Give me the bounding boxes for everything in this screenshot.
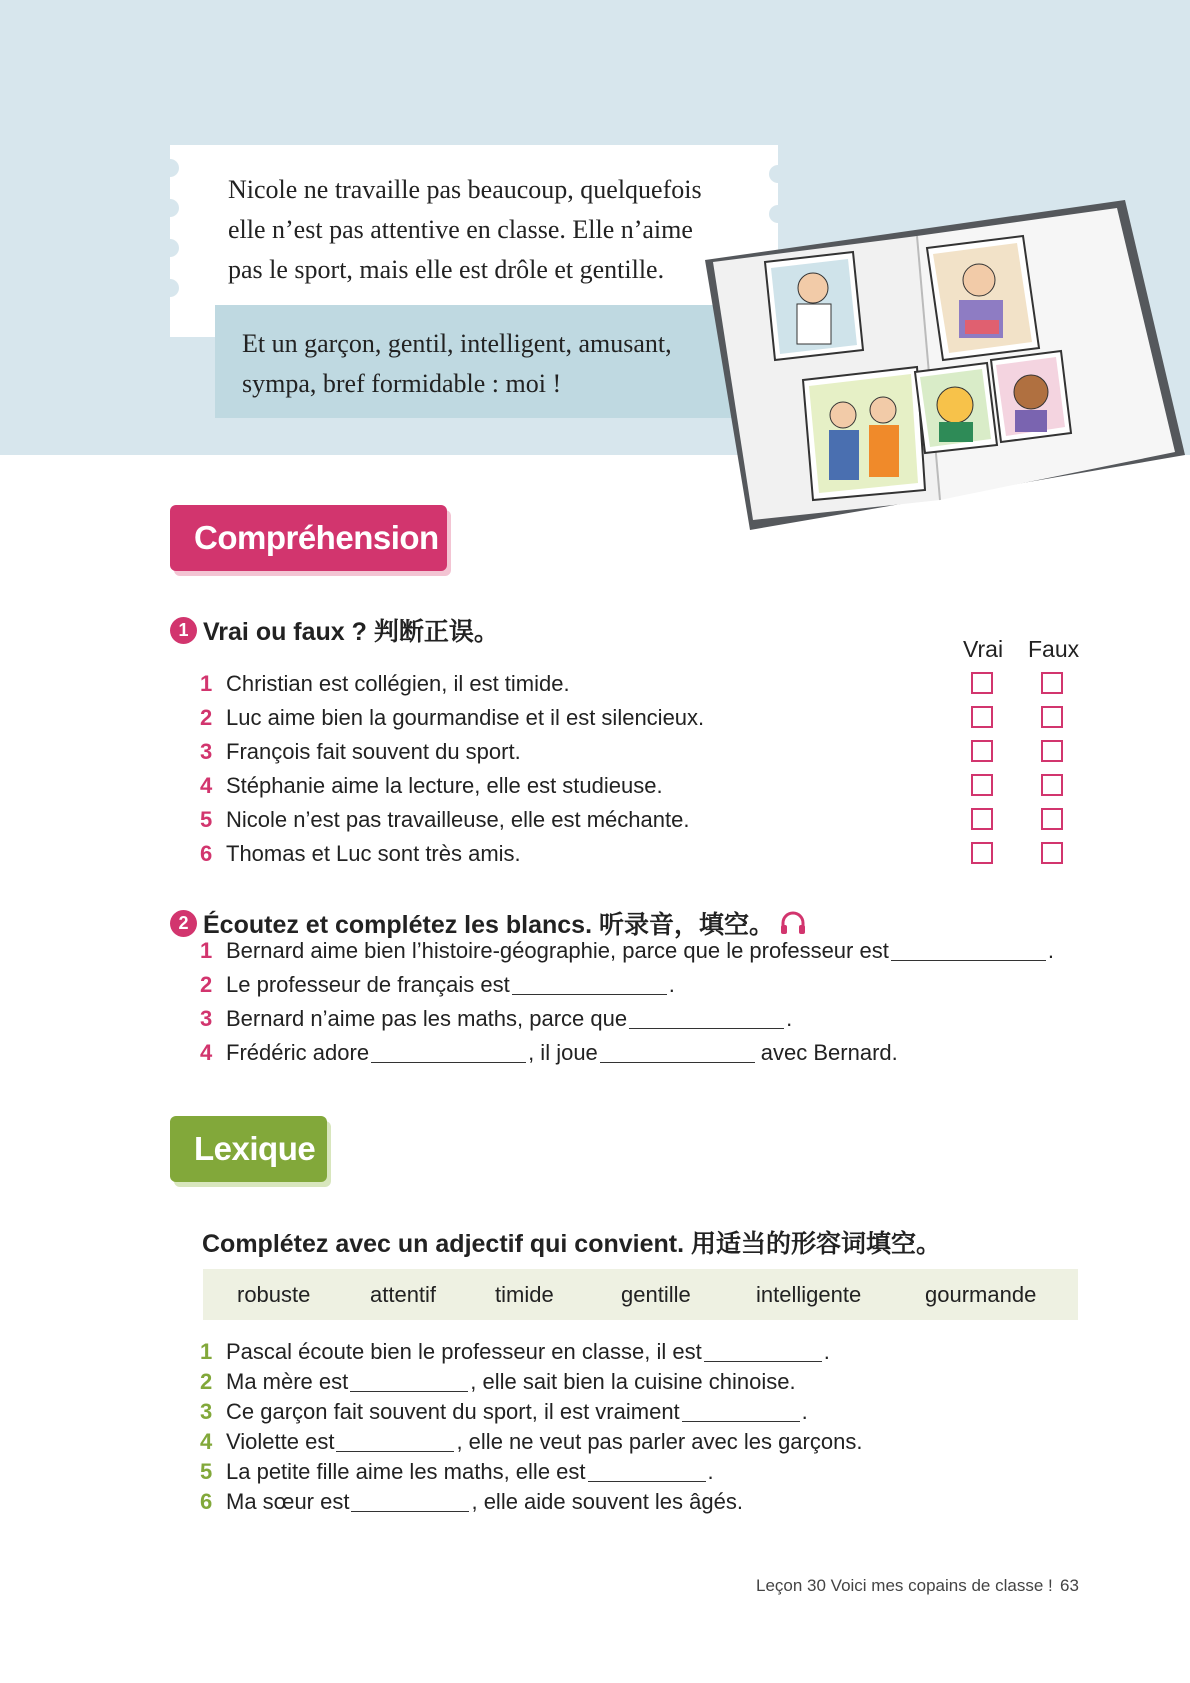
footer-lesson-title: Leçon 30 Voici mes copains de classe ! <box>756 1576 1053 1595</box>
headphones-icon <box>780 911 806 935</box>
answer-blank[interactable] <box>891 941 1046 961</box>
answer-blank[interactable] <box>512 975 667 995</box>
answer-blank[interactable] <box>588 1462 706 1482</box>
intro-paragraph-1: Nicole ne travaille pas beaucoup, quelquefois elle n’est pas attentive en classe. Elle n’aime pas le sport, mais elle est drôle et gentille. <box>228 175 702 284</box>
intro-paragraph-2: Et un garçon, gentil, intelligent, amusant, sympa, bref formidable : moi ! <box>242 329 672 398</box>
exercise1-title: Vrai ou faux ? 判断正误。 <box>203 618 499 646</box>
lexique-instruction: Complétez avec un adjectif qui convient. 用适当的形容词填空。 <box>202 1230 941 1258</box>
faux-checkbox-3[interactable] <box>1041 740 1063 762</box>
true-false-item: 5 Nicole n’est pas travailleuse, elle est méchante. <box>200 807 690 832</box>
true-false-item: 3 François fait souvent du sport. <box>200 739 521 764</box>
word-bank-item: intelligente <box>756 1282 862 1307</box>
vrai-checkbox-6[interactable] <box>971 842 993 864</box>
section-tab-lexique: Lexique <box>170 1116 327 1182</box>
answer-blank[interactable] <box>371 1043 526 1063</box>
word-bank <box>203 1269 1078 1320</box>
vrai-checkbox-1[interactable] <box>971 672 993 694</box>
fill-blank-item: 2 Le professeur de français est . <box>200 972 675 997</box>
photo-girl-portrait <box>991 351 1071 442</box>
faux-checkbox-6[interactable] <box>1041 842 1063 864</box>
lexique-item: 3 Ce garçon fait souvent du sport, il est vraiment . <box>200 1399 808 1424</box>
lexique-item: 4 Violette est , elle ne veut pas parler avec les garçons. <box>200 1429 863 1454</box>
exercise1-heading <box>170 612 499 648</box>
fill-blank-item: 3 Bernard n’aime pas les maths, parce que . <box>200 1006 793 1031</box>
fill-blank-item: 4 Frédéric adore , il joue avec Bernard. <box>200 1040 898 1065</box>
word-bank-item: gourmande <box>925 1282 1037 1307</box>
photo-two-boys <box>803 367 925 500</box>
page-number: 63 <box>1060 1576 1079 1595</box>
vrai-checkbox-3[interactable] <box>971 740 993 762</box>
answer-blank[interactable] <box>629 1009 784 1029</box>
true-false-item: 4 Stéphanie aime la lecture, elle est studieuse. <box>200 773 663 798</box>
section-tab-comprehension: Compréhension <box>170 505 447 571</box>
vrai-checkbox-2[interactable] <box>971 706 993 728</box>
column-vrai: Vrai <box>963 636 1004 662</box>
lexique-item: 5 La petite fille aime les maths, elle est . <box>200 1459 714 1484</box>
answer-blank[interactable] <box>704 1342 822 1362</box>
answer-blank[interactable] <box>350 1372 468 1392</box>
photo-album-illustration <box>705 200 1185 530</box>
photo-scientist <box>765 252 863 360</box>
true-false-item: 2 Luc aime bien la gourmandise et il est silencieux. <box>200 705 705 730</box>
vrai-checkbox-5[interactable] <box>971 808 993 830</box>
exercise2-number: 2 <box>170 910 197 937</box>
faux-checkbox-4[interactable] <box>1041 774 1063 796</box>
word-bank-item: robuste <box>237 1282 311 1307</box>
word-bank-item: attentif <box>370 1282 437 1307</box>
word-bank-item: timide <box>495 1282 554 1307</box>
answer-blank[interactable] <box>336 1432 454 1452</box>
photo-girl-reading <box>927 236 1039 360</box>
faux-checkbox-2[interactable] <box>1041 706 1063 728</box>
lexique-item: 6 Ma sœur est , elle aide souvent les âgés. <box>200 1489 743 1514</box>
lexique-item: 1 Pascal écoute bien le professeur en classe, il est . <box>200 1339 830 1364</box>
column-faux: Faux <box>1028 636 1080 662</box>
answer-blank[interactable] <box>682 1402 800 1422</box>
exercise2-title: Écoutez et complétez les blancs. 听录音，填空。 <box>203 911 774 939</box>
exercise1-number: 1 <box>170 617 197 644</box>
photo-blond-boy <box>915 363 997 453</box>
fill-blank-item: 1 Bernard aime bien l’histoire-géographie, parce que le professeur est . <box>200 938 1054 963</box>
word-bank-item: gentille <box>621 1282 691 1307</box>
answer-blank[interactable] <box>600 1043 755 1063</box>
true-false-item: 6 Thomas et Luc sont très amis. <box>200 841 521 866</box>
lexique-item: 2 Ma mère est , elle sait bien la cuisine chinoise. <box>200 1369 796 1394</box>
true-false-item: 1 Christian est collégien, il est timide. <box>200 671 570 696</box>
faux-checkbox-1[interactable] <box>1041 672 1063 694</box>
vrai-checkbox-4[interactable] <box>971 774 993 796</box>
exercise2-heading <box>170 905 806 941</box>
faux-checkbox-5[interactable] <box>1041 808 1063 830</box>
answer-blank[interactable] <box>351 1492 469 1512</box>
